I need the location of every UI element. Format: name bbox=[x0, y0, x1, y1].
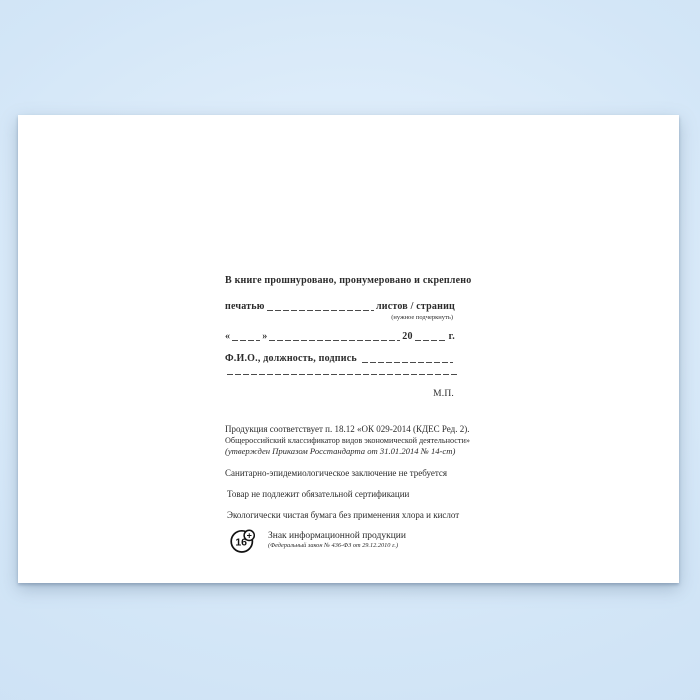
day-blank bbox=[232, 340, 260, 341]
age-number: 16 bbox=[235, 536, 248, 549]
age-mark-law-note: (Федеральный закон № 436-ФЗ от 29.12.2010 г.) bbox=[268, 542, 399, 549]
eco-paper-statement: Экологически чистая бумага без применения хлора и кислот bbox=[227, 510, 460, 520]
sheets-pages-label: листов / страниц bbox=[375, 301, 455, 312]
quote-open: « bbox=[225, 331, 231, 342]
age-mark-label: Знак информационной продукции bbox=[268, 531, 406, 541]
year-suffix: г. bbox=[448, 331, 455, 342]
age-plus: + bbox=[246, 530, 252, 541]
month-blank bbox=[269, 340, 400, 341]
age-mark-text bbox=[268, 528, 406, 550]
sheets-line bbox=[225, 300, 455, 313]
age-16plus-icon bbox=[230, 528, 255, 559]
compliance-line-3: (утвержден Приказом Росстандарта от 31.01.2014 № 14-ст) bbox=[225, 446, 456, 456]
year-prefix: 20 bbox=[402, 331, 413, 342]
signature-line bbox=[225, 352, 455, 365]
underline-instruction: (нужное подчеркнуть) bbox=[391, 314, 453, 321]
stamp-place-label: М.П. bbox=[433, 389, 454, 399]
sealed-label: печатью bbox=[225, 301, 265, 312]
year-blank bbox=[415, 340, 447, 341]
compliance-paragraph bbox=[225, 423, 470, 457]
continuation-blank-line bbox=[227, 374, 457, 375]
signature-blank bbox=[362, 362, 453, 363]
sanitary-statement: Санитарно-эпидемиологическое заключение не требуется bbox=[225, 468, 448, 478]
stitching-form bbox=[225, 274, 472, 400]
stitched-statement-line: В книге прошнуровано, пронумеровано и скреплено bbox=[225, 275, 472, 286]
signature-label: Ф.И.О., должность, подпись bbox=[225, 353, 357, 364]
certification-statement: Товар не подлежит обязательной сертификации bbox=[227, 489, 410, 499]
age-mark-block bbox=[225, 528, 455, 559]
quote-close: » bbox=[262, 331, 268, 342]
compliance-line-2: Общероссийский классификатор видов экономической деятельности» bbox=[225, 436, 470, 445]
book-back-page bbox=[18, 115, 679, 583]
date-line bbox=[225, 330, 455, 343]
sheets-count-blank bbox=[267, 310, 374, 311]
compliance-line-1: Продукция соответствует п. 18.12 «ОК 029-2014 (КДЕС Ред. 2). bbox=[225, 424, 470, 434]
